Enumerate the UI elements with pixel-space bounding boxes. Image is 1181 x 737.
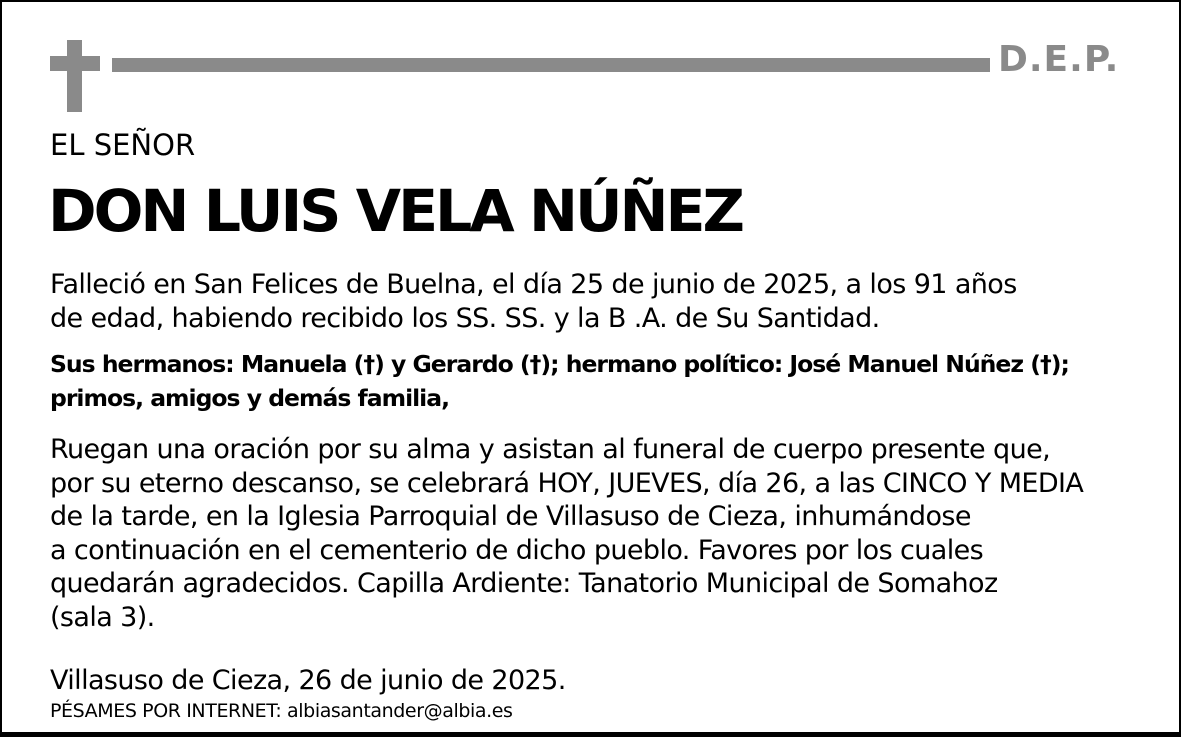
funeral-line: a continuación en el cementerio de dicho pueblo. Favores por los cuales [50,534,984,566]
funeral-line: de la tarde, en la Iglesia Parroquial de Villasuso de Cieza, inhumándose [50,501,971,532]
salutation: EL SEÑOR [50,128,196,162]
condolences-contact: PÉSAMES POR INTERNET: albiasantander@albia.es [50,700,513,722]
header-rule [112,58,990,72]
dep-label: D.E.P. [998,39,1120,80]
funeral-line: (sala 3). [50,601,155,633]
funeral-line: por su eterno descanso, se celebrará HOY, JUEVES, día 26, a las CINCO Y MEDIA [50,467,1084,499]
death-line: Falleció en San Felices de Buelna, el día 25 de junio de 2025, a los 91 años [50,269,1017,300]
family-list [50,348,1069,415]
funeral-line: Ruegan una oración por su alma y asistan al funeral de cuerpo presente que, [50,434,1051,465]
family-line: primos, amigos y demás familia, [50,383,450,412]
family-line: Sus hermanos: Manuela (†) y Gerardo (†); hermano político: José Manuel Núñez (†); [50,350,1069,378]
cross-icon [50,40,100,112]
place-date: Villasuso de Cieza, 26 de junio de 2025. [50,665,566,696]
deceased-name: DON LUIS VELA NÚÑEZ [48,177,742,245]
death-announcement [50,268,1017,335]
funeral-line: quedarán agradecidos. Capilla Ardiente: Tanatorio Municipal de Somahoz [50,568,998,599]
death-line: de edad, habiendo recibido los SS. SS. y la B .A. de Su Santidad. [50,302,880,334]
funeral-details [50,433,1083,634]
